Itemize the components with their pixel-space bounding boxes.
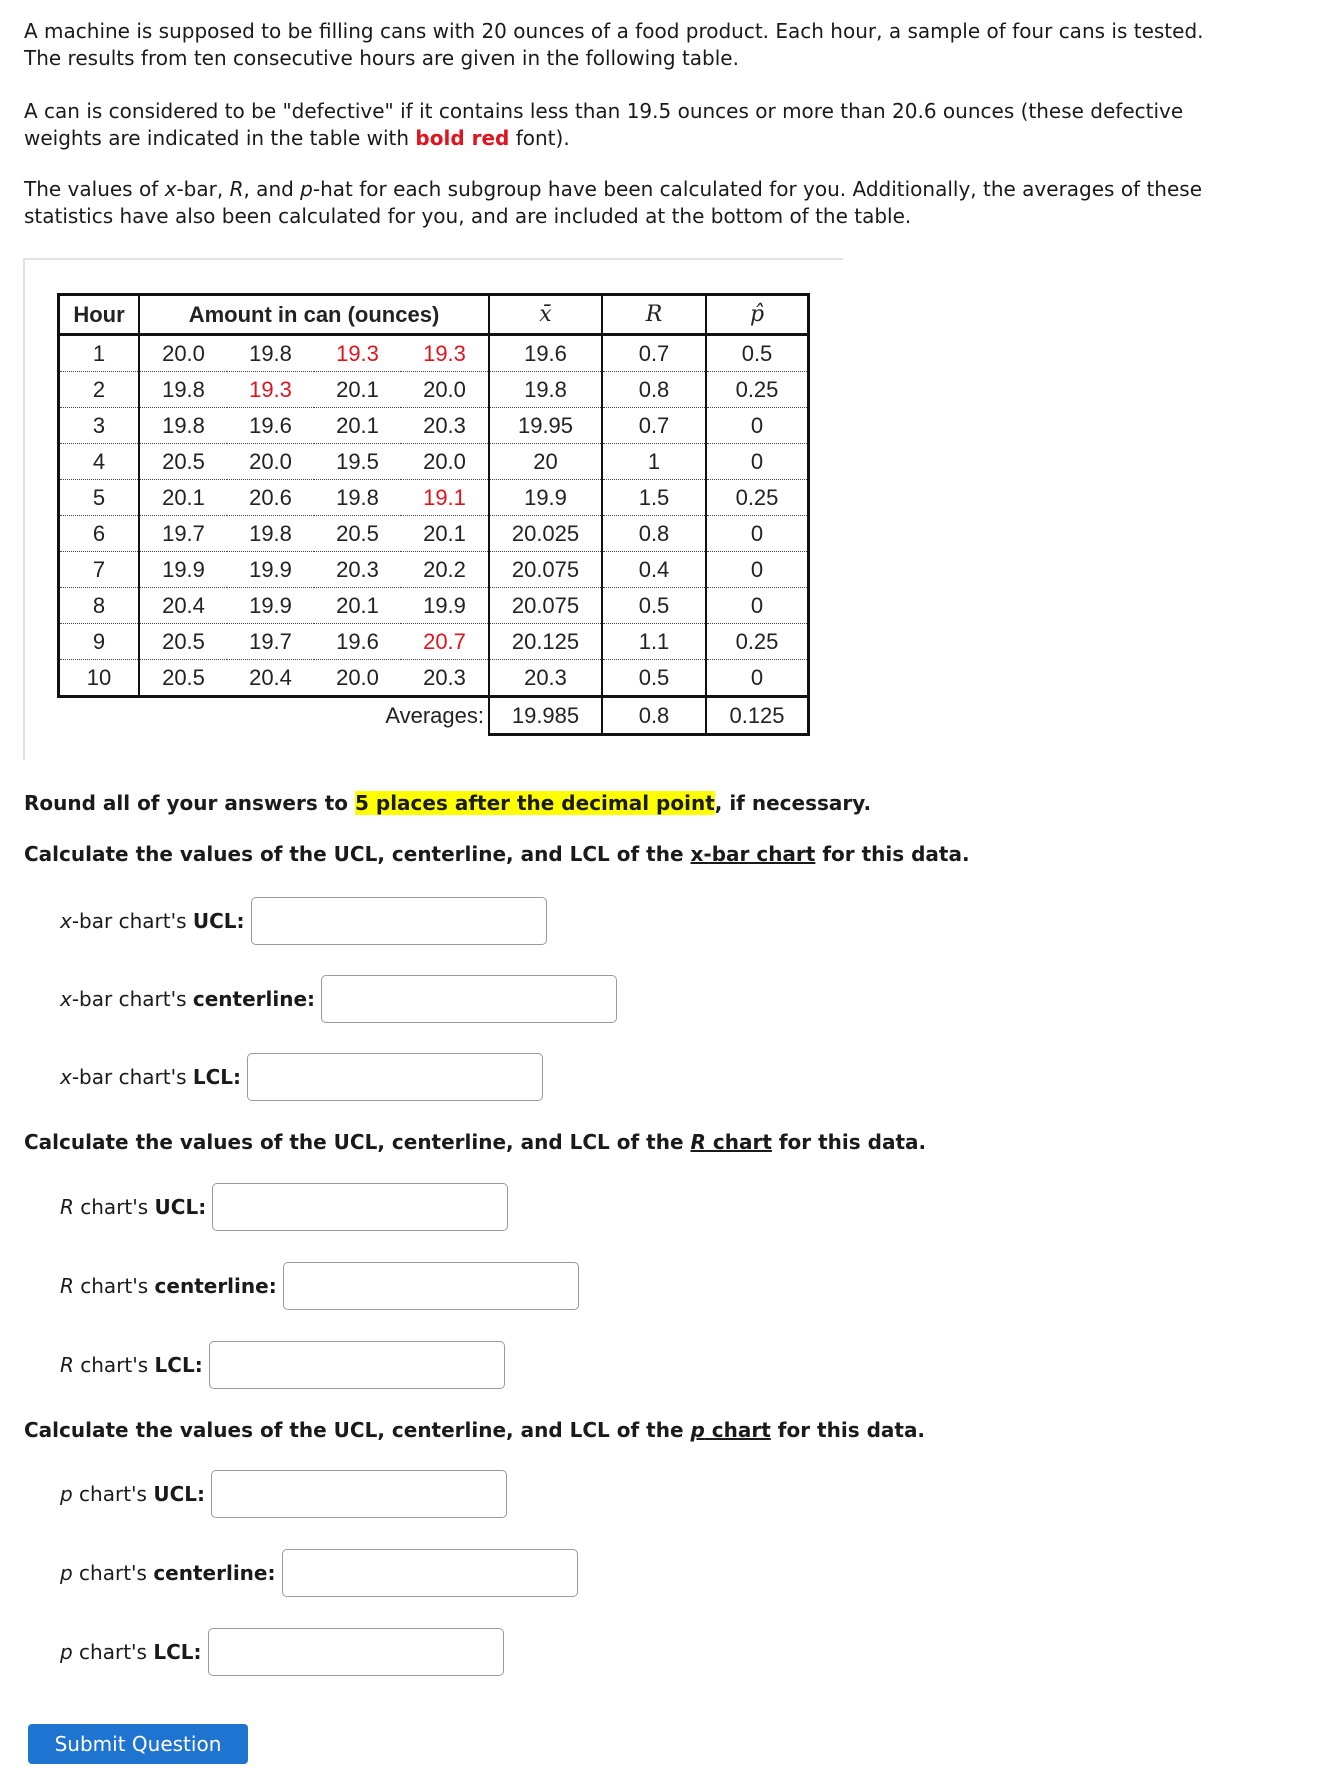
p-centerline-input[interactable] xyxy=(282,1549,578,1597)
p-ucl-label: p chart's UCL: xyxy=(60,1482,205,1506)
xbar-lcl-input[interactable] xyxy=(247,1053,543,1101)
amount-cell: 20.3 xyxy=(401,408,489,444)
r-ucl-row xyxy=(60,1182,508,1232)
xbar-centerline-row xyxy=(60,974,617,1024)
amount-cell: 19.5 xyxy=(314,444,401,480)
table-row xyxy=(59,335,809,372)
r-centerline-input[interactable] xyxy=(283,1262,579,1310)
r-centerline-row xyxy=(60,1261,579,1311)
intro-paragraph-2 xyxy=(24,98,1204,152)
intro-paragraph-3 xyxy=(24,176,1204,230)
highlighted-rounding: 5 places after the decimal point xyxy=(355,791,715,815)
p-centerline-label: p chart's centerline: xyxy=(60,1561,276,1585)
heading-text: for this data. xyxy=(771,1130,927,1154)
phat-cell: 0 xyxy=(706,444,809,480)
header-amount: Amount in can (ounces) xyxy=(139,295,489,335)
hour-cell: 6 xyxy=(59,516,140,552)
p-centerline-row xyxy=(60,1548,578,1598)
rounding-instruction xyxy=(24,790,871,816)
hour-cell: 9 xyxy=(59,624,140,660)
r-cell: 0.7 xyxy=(602,335,706,372)
avg-r-cell: 0.8 xyxy=(602,697,706,735)
r-cell: 0.8 xyxy=(602,372,706,408)
averages-label: Averages: xyxy=(139,697,489,735)
r-lcl-label: R chart's LCL: xyxy=(60,1353,203,1377)
defective-amount-cell: 19.1 xyxy=(401,480,489,516)
amount-cell: 20.1 xyxy=(139,480,227,516)
r-cell: 0.4 xyxy=(602,552,706,588)
amount-cell: 20.5 xyxy=(139,444,227,480)
defective-amount-cell: 19.3 xyxy=(227,372,314,408)
phat-cell: 0.5 xyxy=(706,335,809,372)
xbar-cell: 19.9 xyxy=(489,480,602,516)
xbar-centerline-input[interactable] xyxy=(321,975,617,1023)
r-lcl-input[interactable] xyxy=(209,1341,505,1389)
avg-xbar-cell: 19.985 xyxy=(489,697,602,735)
intro-text: -bar, xyxy=(176,177,230,201)
bold-red-example: bold red xyxy=(415,126,510,150)
hour-cell: 5 xyxy=(59,480,140,516)
table-row xyxy=(59,480,809,516)
amount-cell: 19.8 xyxy=(227,516,314,552)
amount-cell: 20.3 xyxy=(314,552,401,588)
phat-cell: 0.25 xyxy=(706,372,809,408)
amount-cell: 20.0 xyxy=(227,444,314,480)
heading-text: Calculate the values of the UCL, centerline, and LCL of the xyxy=(24,1418,691,1442)
hour-cell: 1 xyxy=(59,335,140,372)
amount-cell: 20.1 xyxy=(314,372,401,408)
r-cell: 0.7 xyxy=(602,408,706,444)
xbar-section-heading xyxy=(24,841,970,867)
xbar-cell: 19.95 xyxy=(489,408,602,444)
phat-cell: 0 xyxy=(706,408,809,444)
amount-cell: 19.9 xyxy=(139,552,227,588)
r-lcl-row xyxy=(60,1340,505,1390)
r-cell: 0.5 xyxy=(602,588,706,624)
p-lcl-input[interactable] xyxy=(208,1628,504,1676)
intro-text: -hat for each subgroup have been calculated for you. Additionally, the averages of these statistics have also been calculated for you, and are included at the bottom of the table. xyxy=(24,177,1203,228)
amount-cell: 19.6 xyxy=(314,624,401,660)
amount-cell: 19.7 xyxy=(139,516,227,552)
amount-cell: 20.3 xyxy=(401,660,489,697)
amount-cell: 20.5 xyxy=(139,660,227,697)
amount-cell: 19.9 xyxy=(227,552,314,588)
amount-cell: 19.8 xyxy=(139,408,227,444)
phat-cell: 0.25 xyxy=(706,480,809,516)
amount-cell: 20.2 xyxy=(401,552,489,588)
hour-cell: 2 xyxy=(59,372,140,408)
can-fill-data-table xyxy=(57,293,810,736)
intro-text: A can is considered to be "defective" if it contains less than 19.5 ounces or more than 20.6 ounces (these defective weights are indicated in the table with xyxy=(24,99,1184,150)
p-chart-term: p chart xyxy=(690,1418,771,1442)
amount-cell: 19.6 xyxy=(227,408,314,444)
amount-cell: 20.0 xyxy=(401,444,489,480)
xbar-cell: 20.025 xyxy=(489,516,602,552)
var-p: p xyxy=(300,177,313,201)
xbar-cell: 20.125 xyxy=(489,624,602,660)
header-r: R xyxy=(602,295,706,335)
xbar-centerline-label: x-bar chart's centerline: xyxy=(60,987,316,1011)
xbar-cell: 19.8 xyxy=(489,372,602,408)
table-row xyxy=(59,372,809,408)
xbar-cell: 20.075 xyxy=(489,552,602,588)
amount-cell: 19.9 xyxy=(401,588,489,624)
amount-cell: 20.0 xyxy=(139,335,227,372)
var-x: x xyxy=(164,177,177,201)
xbar-ucl-input[interactable] xyxy=(251,897,547,945)
r-chart-term: R chart xyxy=(690,1130,772,1154)
r-cell: 0.5 xyxy=(602,660,706,697)
heading-text: for this data. xyxy=(770,1418,926,1442)
table-row xyxy=(59,408,809,444)
hour-cell: 3 xyxy=(59,408,140,444)
table-row xyxy=(59,516,809,552)
amount-cell: 20.5 xyxy=(139,624,227,660)
phat-cell: 0 xyxy=(706,552,809,588)
table-row xyxy=(59,660,809,697)
xbar-ucl-label: x-bar chart's UCL: xyxy=(60,909,245,933)
xbar-cell: 19.6 xyxy=(489,335,602,372)
amount-cell: 20.6 xyxy=(227,480,314,516)
heading-text: Calculate the values of the UCL, centerline, and LCL of the xyxy=(24,842,691,866)
heading-text: Calculate the values of the UCL, centerline, and LCL of the xyxy=(24,1130,691,1154)
avg-phat-cell: 0.125 xyxy=(706,697,809,735)
xbar-ucl-row xyxy=(60,896,547,946)
amount-cell: 19.8 xyxy=(139,372,227,408)
r-ucl-input[interactable] xyxy=(212,1183,508,1231)
amount-cell: 20.0 xyxy=(314,660,401,697)
amount-cell: 20.1 xyxy=(401,516,489,552)
table-row xyxy=(59,552,809,588)
xbar-lcl-label: x-bar chart's LCL: xyxy=(60,1065,242,1089)
intro-text: font). xyxy=(509,126,570,150)
header-xbar: x̄ xyxy=(489,295,602,335)
amount-cell: 20.5 xyxy=(314,516,401,552)
amount-cell: 20.1 xyxy=(314,408,401,444)
header-phat: p̂ xyxy=(706,295,809,335)
xbar-cell: 20.3 xyxy=(489,660,602,697)
p-ucl-input[interactable] xyxy=(211,1470,507,1518)
p-ucl-row xyxy=(60,1469,507,1519)
instruction-text: Round all of your answers to xyxy=(24,791,355,815)
r-cell: 0.8 xyxy=(602,516,706,552)
phat-cell: 0.25 xyxy=(706,624,809,660)
r-section-heading xyxy=(24,1129,926,1155)
r-cell: 1.5 xyxy=(602,480,706,516)
p-lcl-row xyxy=(60,1627,504,1677)
hour-cell: 7 xyxy=(59,552,140,588)
phat-cell: 0 xyxy=(706,516,809,552)
amount-cell: 19.8 xyxy=(227,335,314,372)
averages-row xyxy=(59,697,809,735)
amount-cell: 19.8 xyxy=(314,480,401,516)
xbar-cell: 20 xyxy=(489,444,602,480)
p-section-heading xyxy=(24,1417,925,1443)
var-r: R xyxy=(229,177,244,201)
xbar-cell: 20.075 xyxy=(489,588,602,624)
p-lcl-label: p chart's LCL: xyxy=(60,1640,202,1664)
r-centerline-label: R chart's centerline: xyxy=(60,1274,277,1298)
intro-text: The values of xyxy=(24,177,165,201)
amount-cell: 20.1 xyxy=(314,588,401,624)
amount-cell: 20.4 xyxy=(139,588,227,624)
heading-text: for this data. xyxy=(815,842,970,866)
xbar-chart-term: x-bar chart xyxy=(690,842,816,866)
phat-cell: 0 xyxy=(706,588,809,624)
r-ucl-label: R chart's UCL: xyxy=(60,1195,207,1219)
submit-question-button[interactable]: Submit Question xyxy=(28,1724,248,1764)
defective-amount-cell: 19.3 xyxy=(314,335,401,372)
intro-paragraph-1: A machine is supposed to be filling cans with 20 ounces of a food product. Each hour, a sample of four cans is tested. The results from ten consecutive hours are given in the following table. xyxy=(24,19,1204,70)
amount-cell: 19.7 xyxy=(227,624,314,660)
table-row xyxy=(59,624,809,660)
hour-cell: 10 xyxy=(59,660,140,697)
amount-cell: 20.4 xyxy=(227,660,314,697)
hour-cell: 8 xyxy=(59,588,140,624)
header-hour: Hour xyxy=(59,295,140,335)
table-row xyxy=(59,444,809,480)
defective-amount-cell: 19.3 xyxy=(401,335,489,372)
amount-cell: 19.9 xyxy=(227,588,314,624)
intro-text: , and xyxy=(243,177,301,201)
amount-cell: 20.0 xyxy=(401,372,489,408)
instruction-text: , if necessary. xyxy=(714,791,872,815)
r-cell: 1.1 xyxy=(602,624,706,660)
hour-cell: 4 xyxy=(59,444,140,480)
phat-cell: 0 xyxy=(706,660,809,697)
r-cell: 1 xyxy=(602,444,706,480)
table-row xyxy=(59,588,809,624)
defective-amount-cell: 20.7 xyxy=(401,624,489,660)
xbar-lcl-row xyxy=(60,1052,543,1102)
